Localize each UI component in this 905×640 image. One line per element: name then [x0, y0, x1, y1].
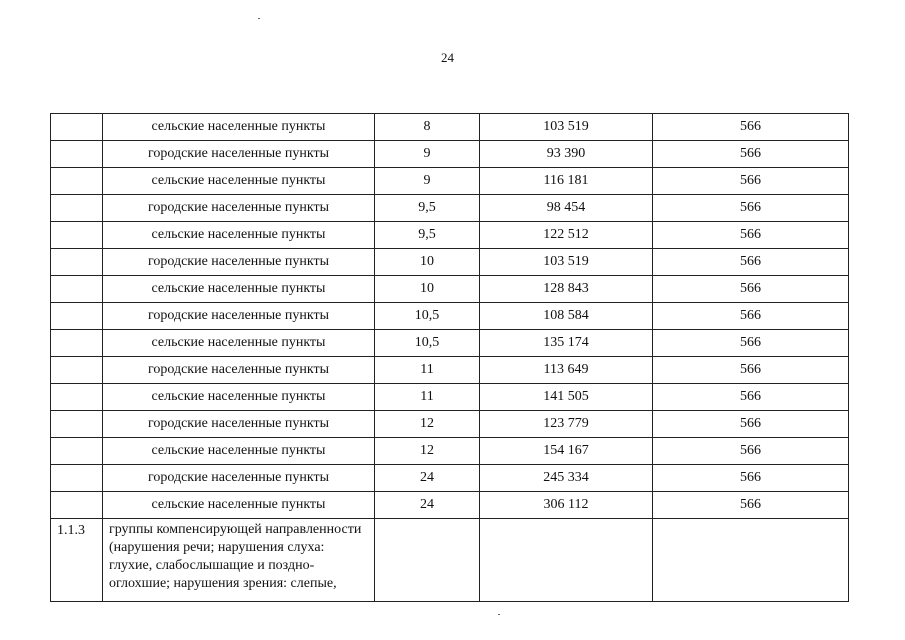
table-row	[51, 492, 849, 519]
group-description-cell: группы компенсирующей направленности (нарушения речи; нарушения слуха: глухие, слабослышащие и поздно-оглохшие; нарушения зрения: слепые,	[103, 519, 375, 602]
value-cell: 12	[375, 411, 480, 438]
settlement-type-cell: сельские населенные пункты	[103, 276, 375, 303]
row-number-cell	[51, 465, 103, 492]
amount-cell: 245 334	[480, 465, 653, 492]
table-row	[51, 438, 849, 465]
amount-cell: 98 454	[480, 195, 653, 222]
table-row	[51, 384, 849, 411]
table-row	[51, 330, 849, 357]
row-number-cell	[51, 114, 103, 141]
settlement-type-cell: городские населенные пункты	[103, 141, 375, 168]
code-cell: 566	[653, 249, 849, 276]
table-row	[51, 195, 849, 222]
value-cell: 10	[375, 249, 480, 276]
row-number-cell	[51, 141, 103, 168]
table-row	[51, 465, 849, 492]
row-number-cell	[51, 303, 103, 330]
row-number-cell	[51, 195, 103, 222]
value-cell: 24	[375, 492, 480, 519]
code-cell: 566	[653, 492, 849, 519]
amount-cell: 135 174	[480, 330, 653, 357]
amount-cell	[480, 519, 653, 602]
scan-speck	[498, 614, 500, 615]
row-number-cell	[51, 330, 103, 357]
value-cell: 9,5	[375, 195, 480, 222]
settlement-type-cell: городские населенные пункты	[103, 465, 375, 492]
code-cell: 566	[653, 114, 849, 141]
scan-speck	[258, 18, 260, 19]
amount-cell: 108 584	[480, 303, 653, 330]
amount-cell: 306 112	[480, 492, 653, 519]
table-row	[51, 141, 849, 168]
row-number-cell	[51, 384, 103, 411]
value-cell: 10	[375, 276, 480, 303]
code-cell: 566	[653, 438, 849, 465]
code-cell: 566	[653, 303, 849, 330]
code-cell	[653, 519, 849, 602]
table-row	[51, 303, 849, 330]
settlement-type-cell: сельские населенные пункты	[103, 222, 375, 249]
table-row	[51, 357, 849, 384]
amount-cell: 123 779	[480, 411, 653, 438]
value-cell: 9	[375, 141, 480, 168]
value-cell: 12	[375, 438, 480, 465]
code-cell: 566	[653, 168, 849, 195]
settlement-type-cell: городские населенные пункты	[103, 303, 375, 330]
value-cell: 10,5	[375, 303, 480, 330]
table-body	[51, 114, 849, 602]
amount-cell: 103 519	[480, 114, 653, 141]
row-number-cell	[51, 276, 103, 303]
value-cell: 10,5	[375, 330, 480, 357]
table-row	[51, 249, 849, 276]
code-cell: 566	[653, 330, 849, 357]
value-cell: 11	[375, 357, 480, 384]
value-cell: 8	[375, 114, 480, 141]
amount-cell: 116 181	[480, 168, 653, 195]
code-cell: 566	[653, 141, 849, 168]
amount-cell: 93 390	[480, 141, 653, 168]
code-cell: 566	[653, 465, 849, 492]
row-number-cell	[51, 492, 103, 519]
table-row	[51, 114, 849, 141]
code-cell: 566	[653, 222, 849, 249]
amount-cell: 122 512	[480, 222, 653, 249]
amount-cell: 141 505	[480, 384, 653, 411]
value-cell: 11	[375, 384, 480, 411]
tariff-table	[50, 113, 849, 602]
value-cell: 24	[375, 465, 480, 492]
settlement-type-cell: городские населенные пункты	[103, 411, 375, 438]
amount-cell: 154 167	[480, 438, 653, 465]
amount-cell: 103 519	[480, 249, 653, 276]
settlement-type-cell: сельские населенные пункты	[103, 114, 375, 141]
code-cell: 566	[653, 411, 849, 438]
code-cell: 566	[653, 276, 849, 303]
row-number-cell	[51, 438, 103, 465]
settlement-type-cell: сельские населенные пункты	[103, 384, 375, 411]
amount-cell: 128 843	[480, 276, 653, 303]
value-cell	[375, 519, 480, 602]
table-row-1-1-3	[51, 519, 849, 602]
table-row	[51, 276, 849, 303]
table-row	[51, 222, 849, 249]
settlement-type-cell: сельские населенные пункты	[103, 330, 375, 357]
code-cell: 566	[653, 384, 849, 411]
settlement-type-cell: сельские населенные пункты	[103, 492, 375, 519]
page-number: 24	[441, 50, 454, 65]
row-number-cell	[51, 249, 103, 276]
row-number-cell	[51, 411, 103, 438]
row-number-cell: 1.1.3	[51, 519, 103, 602]
settlement-type-cell: городские населенные пункты	[103, 195, 375, 222]
row-number-cell	[51, 168, 103, 195]
code-cell: 566	[653, 195, 849, 222]
amount-cell: 113 649	[480, 357, 653, 384]
settlement-type-cell: сельские населенные пункты	[103, 168, 375, 195]
settlement-type-cell: городские населенные пункты	[103, 357, 375, 384]
settlement-type-cell: городские населенные пункты	[103, 249, 375, 276]
table-row	[51, 411, 849, 438]
code-cell: 566	[653, 357, 849, 384]
settlement-type-cell: сельские населенные пункты	[103, 438, 375, 465]
table-row	[51, 168, 849, 195]
value-cell: 9	[375, 168, 480, 195]
row-number-cell	[51, 222, 103, 249]
value-cell: 9,5	[375, 222, 480, 249]
row-number-cell	[51, 357, 103, 384]
